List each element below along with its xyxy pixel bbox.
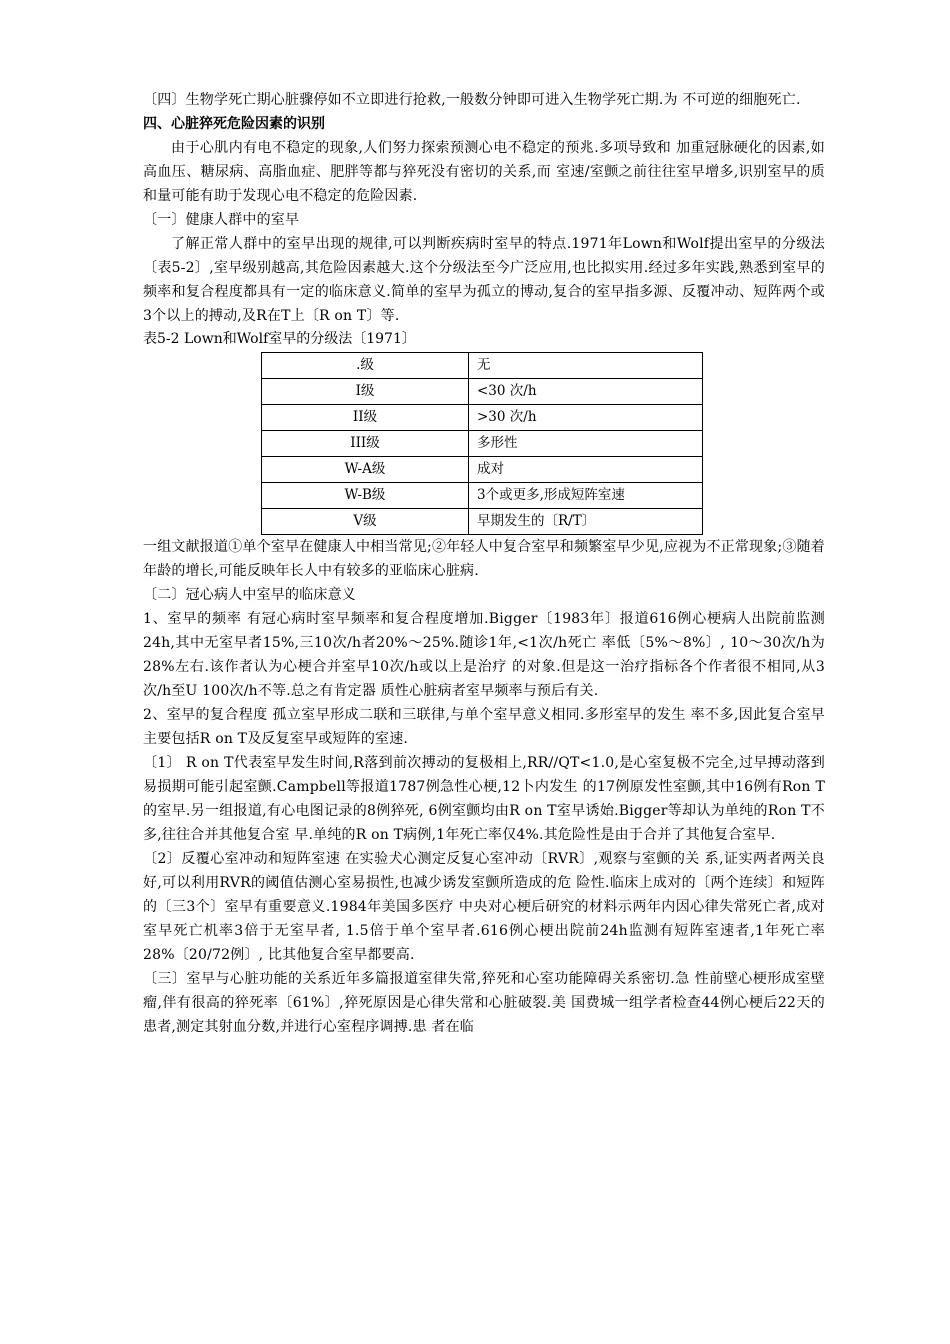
table-cell-grade: .级 xyxy=(262,353,469,379)
grade-table xyxy=(261,352,703,535)
table-cell-grade: W-A级 xyxy=(262,457,469,483)
para-intro: 由于心肌内有电不稳定的现象,人们努力探索预测心电不稳定的预兆.多项导致和 加重冠脉硬化的因素,如高血压、糖尿病、高脂血症、肥胖等都与猝死没有密切的关系,而 室速/室颤之前往往室早增多,识别室早的质和量可能有助于发现心电不稳定的危险因素. xyxy=(143,140,825,204)
table-row xyxy=(262,379,703,405)
table-cell-grade: V级 xyxy=(262,509,469,535)
para-lown-wolf: 了解正常人群中的室早出现的规律,可以判断疾病时室早的特点.1971年Lown和Wolf提出室早的分级法〔表5-2〕,室早级别越高,其危险因素越大.这个分级法至今广泛应用,也比拟实用.经过多年实践,熟悉到室早的频率和复合程度都具有一定的临床意义.简单的室早为孤立的博动,复合的室早指多源、反覆冲动、短阵两个或3个以上的搏动,及R在T上〔R on T〕等. xyxy=(143,236,825,324)
table-cell-desc: 多形性 xyxy=(469,431,703,457)
table-cell-grade: III级 xyxy=(262,431,469,457)
table-row xyxy=(262,405,703,431)
table-cell-desc: 成对 xyxy=(469,457,703,483)
table-cell-desc: 无 xyxy=(469,353,703,379)
table-caption: 表5-2 Lown和Wolf室早的分级法〔1971〕 xyxy=(143,331,416,347)
para-stage-four: 〔四〕生物学死亡期心脏骤停如不立即进行抢救,一般数分钟即可进入生物学死亡期.为 不可逆的细胞死亡. xyxy=(143,92,801,108)
table-cell-desc: <30 次/h xyxy=(469,379,703,405)
section-heading-risk-factors: 四、心脏猝死危险因素的识别 xyxy=(143,116,325,132)
para-repetitive: 〔2〕反覆心室冲动和短阵室速 在实验犬心测定反复心室冲动〔RVR〕,观察与室颤的关 系,证实两者两关良好,可以利用RVR的阈值估测心室易损性,也减少诱发室颤所造成的危 险性.临床上成对的〔两个连续〕和短阵的〔三3个〕室早有重要意义.1984年美国多医疗 中央对心梗后研究的材料示两年内因心律失常死亡者,成对室早死亡机率3倍于无室早者, 1.5倍于单个室早者.616例心梗出院前24h监测有短阵室速者,1年死亡率28%〔20/72例〕, 比其他复合室早都要高. xyxy=(143,851,825,963)
table-row xyxy=(262,431,703,457)
table-cell-grade: II级 xyxy=(262,405,469,431)
document-page xyxy=(143,88,825,1039)
subheading-healthy: 〔一〕健康人群中的室早 xyxy=(143,212,300,228)
table-cell-desc: >30 次/h xyxy=(469,405,703,431)
table-cell-desc: 早期发生的〔R/T〕 xyxy=(469,509,703,535)
para-frequency: 1、室早的频率 有冠心病时室早频率和复合程度增加.Bigger〔1983年〕报道616例心梗病人出院前监测24h,其中无室早者15%,三10次/h者20%〜25%.随诊1年,<1次/h死亡 率低〔5%〜8%〕, 10〜30次/h为28%左右.该作者认为心梗合并室早10次/h或以上是治疗 的对象.但是这一治疗指标各个作者很不相同,从3次/h至U 100次/h不等.总之有肯定器 质性心脏病者室早频率与预后有关. xyxy=(143,611,825,699)
table-row xyxy=(262,483,703,509)
table-cell-desc: 3个或更多,形成短阵室速 xyxy=(469,483,703,509)
para-r-on-t: 〔1〕 R on T代表室早发生时间,R落到前次搏动的复极相上,RR//QT<1.0,是心室复极不完全,过早搏动落到易损期可能引起室颤.Campbell等报道1787例急性心梗,12卜内发生 的17例原发性室颤,其中16例有Ron T的室早.另一组报道,有心电图记录的8例猝死, 6例室颤均由R on T室早诱始.Bigger等却认为单纯的Ron T不多,往往合并其他复合室 早.单纯的R on T病例,1年死亡率仅4%.其危险性是由于合并了其他复合室早. xyxy=(143,755,825,843)
para-complexity: 2、室早的复合程度 孤立室早形成二联和三联律,与单个室早意义相同.多形室早的发生 率不多,因此复合室早主要包括R on T及反复室早或短阵的室速. xyxy=(143,707,825,747)
table-cell-grade: I级 xyxy=(262,379,469,405)
para-literature: 一组文献报道①单个室早在健康人中相当常见;②年轻人中复合室早和频繁室早少见,应视为不正常现象;③随着年龄的增长,可能反映年长人中有较多的亚临床心脏病. xyxy=(143,539,825,579)
para-cardiac-function: 〔三〕室早与心脏功能的关系近年多篇报道室律失常,猝死和心室功能障碍关系密切.急 性前壁心梗形成室壁瘤,伴有很高的猝死率〔61%〕,猝死原因是心律失常和心脏破裂.美 国费城一组学者检查44例心梗后22天的患者,测定其射血分数,并进行心室程序调搏.患 者在临 xyxy=(143,971,825,1035)
table-row xyxy=(262,353,703,379)
table-cell-grade: W-B级 xyxy=(262,483,469,509)
table-row xyxy=(262,457,703,483)
table-row xyxy=(262,509,703,535)
subheading-coronary: 〔二〕冠心病人中室早的临床意义 xyxy=(143,587,356,603)
